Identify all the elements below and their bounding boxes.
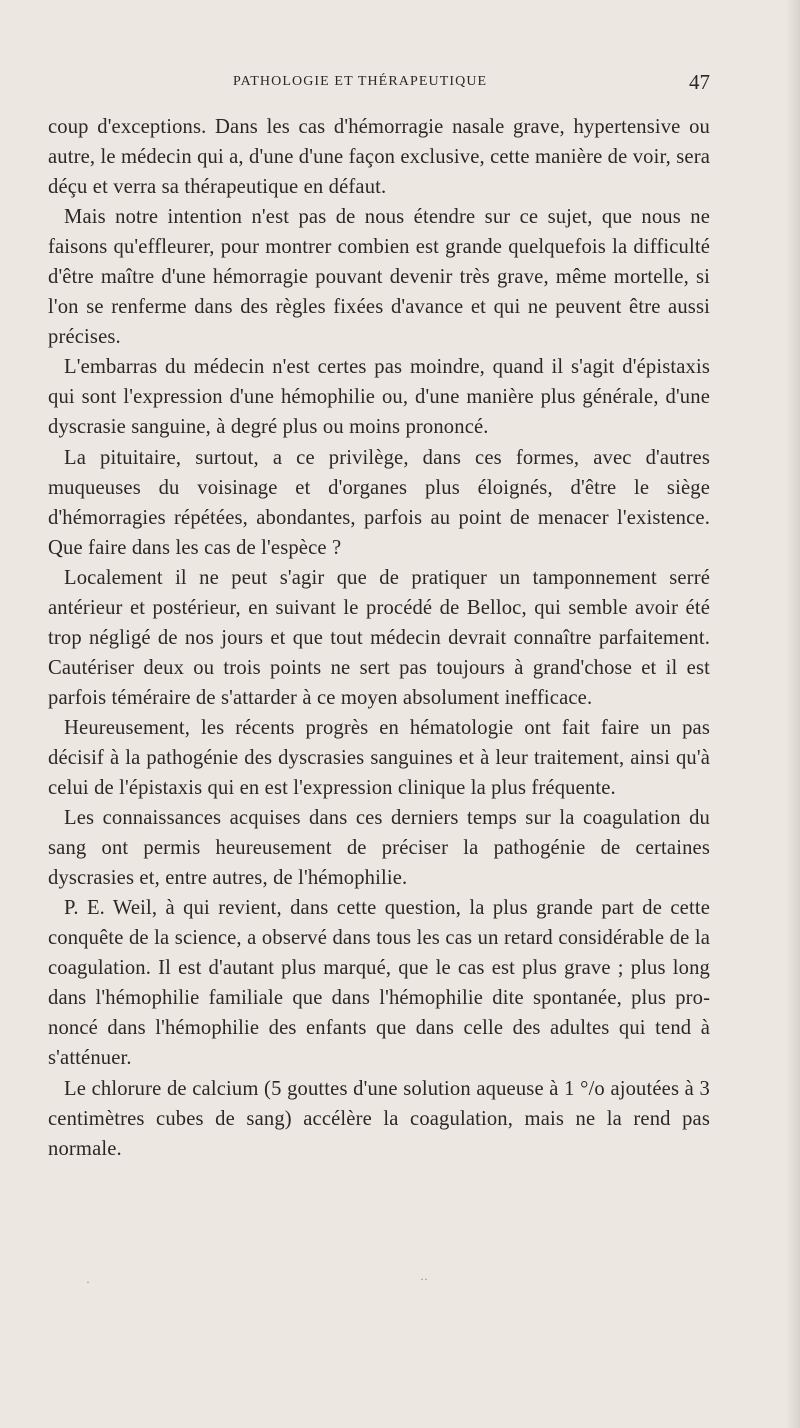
paragraph-9: Le chlorure de calcium (5 gouttes d'une solution aqueuse à 1 °/o ajoutées à 3 centimètres cubes de sang) accélère la coagulation, mais ne la rend pas normale. <box>48 1077 710 1160</box>
page-edge-shadow <box>786 0 800 1428</box>
page-number: 47 <box>689 70 710 94</box>
print-speck: · <box>86 1275 90 1289</box>
body-text <box>48 112 710 1164</box>
paragraph-6: Heureusement, les récents progrès en hématologie ont fait faire un pas décisif à la pathogénie des dyscrasies sanguines et à leur traitement, ainsi qu'à celui de l'épistaxis qui en est l'expression clinique la plus fréquente. <box>48 716 710 800</box>
paragraph-7: Les connaissances acquises dans ces derniers temps sur la coagulation du sang ont permis heureusement de préciser la pathogénie de certaines dyscrasies et, entre autres, de l'hémophilie. <box>48 807 710 890</box>
paragraph-1: coup d'exceptions. Dans les cas d'hémorragie nasale grave, hypertensive ou autre, le médecin qui a, d'une d'une façon exclusive, cette manière de voir, sera déçu et verra sa thérapeutique en défaut. <box>48 116 711 199</box>
paragraph-2: Mais notre intention n'est pas de nous étendre sur ce sujet, que nous ne faisons qu'effleurer, pour montrer combien est grande quelquefois la difficulté d'être maître d'une hémorragie pouvant devenir très grave, même mortelle, si l'on se renferme dans des règles fixées d'avance et qui ne peuvent être aussi précises. <box>48 206 710 349</box>
paragraph-4: La pituitaire, surtout, a ce privilège, dans ces formes, avec d'autres muqueuses du voisinage et d'organes plus éloignés, d'être le siège d'hémorragies répétées, abondantes, parfois au point de menacer l'existence. Que faire dans les cas de l'espèce ? <box>48 446 710 559</box>
running-head: PATHOLOGIE ET THÉRAPEUTIQUE <box>233 74 488 89</box>
paragraph-8: P. E. Weil, à qui revient, dans cette question, la plus grande part de cette conquête de la science, a observé dans tous les cas un retard considérable de la coagulation. Il est d'autant plus marqué, que le cas est plus grave ; plus long dans l'hémophilie familiale que dans l'hémophilie dite spontanée, plus prononcé dans l'hémophilie des enfants que dans celle des adultes qui tend à s'atténuer. <box>48 897 710 1070</box>
page-header <box>48 70 710 100</box>
print-speck: ·· <box>420 1272 428 1286</box>
paragraph-5: Localement il ne peut s'agir que de pratiquer un tamponnement serré antérieur et postérieur, en suivant le procédé de Belloc, qui semble avoir été trop négligé de nos jours et que tout médecin devrait connaître parfaitement. Cautériser deux ou trois points ne sert pas toujours à grand'chose et il est parfois téméraire de s'attarder à ce moyen absolument inefficace. <box>48 566 710 709</box>
paragraph-3: L'embarras du médecin n'est certes pas moindre, quand il s'agit d'épistaxis qui sont l'expression d'une hémophilie ou, d'une manière plus générale, d'une dyscrasie sanguine, à degré plus ou moins prononcé. <box>48 356 710 439</box>
